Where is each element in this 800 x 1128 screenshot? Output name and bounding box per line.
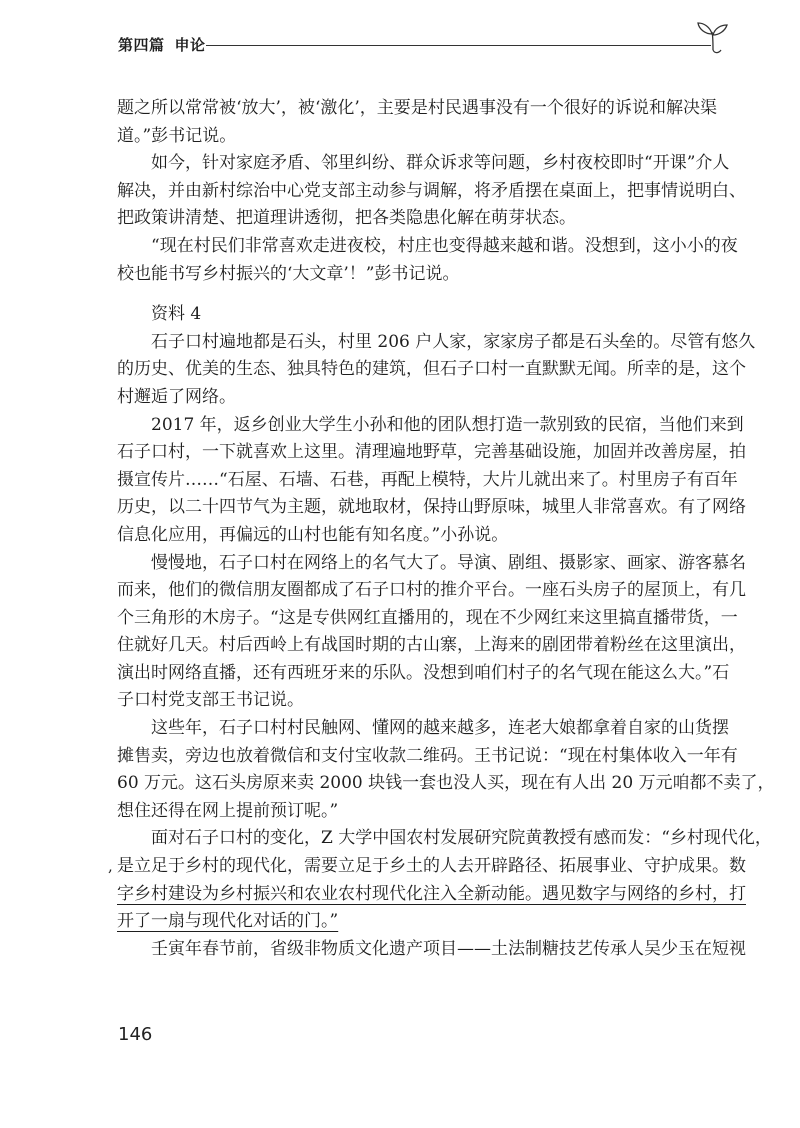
text-line: 的历史、优美的生态、独具特色的建筑，但石子口村一直默默无闻。所幸的是，这个 [117,359,746,380]
header-title [118,34,206,55]
text-line: 摊售卖，旁边也放着微信和支付宝收款二维码。王书记说：“现在村集体收入一年有 [117,745,738,766]
text-line: “现在村民们非常喜欢走进夜校，村庄也变得越来越和谐。没想到，这小小的夜 [151,235,738,256]
text-line: 石子口村，一下就喜欢上这里。清理遍地野草，完善基础设施，加固并改善房屋，拍 [117,442,746,463]
text-line: 60 万元。这石头房原来卖 2000 块钱一套也没人买，现在有人出 20 万元咱都不卖了， [117,773,775,794]
underlined-text-line: 字乡村建设为乡村振兴和农业农村现代化注入全新动能。遇见数字与网络的乡村，打 [117,883,746,904]
running-header [118,30,718,60]
text-line: 道。”彭书记说。 [117,125,237,146]
text-line: 这些年，石子口村村民触网、懂网的越来越多，连老大娘都拿着自家的山货摆 [151,718,729,739]
text-line: 住就好几天。村后西岭上有战国时期的古山寨，上海来的剧团带着粉丝在这里演出， [117,635,746,656]
underlined-text-line: 开了一扇与现代化对话的门。” [117,911,339,932]
text-line: 如今，针对家庭矛盾、邻里纠纷、群众诉求等问题，乡村夜校即时“开课”介人 [151,153,730,174]
text-line: 个三角形的木房子。“这是专供网红直播用的，现在不少网红来这里搞直播带货，一 [117,607,738,628]
text-line: 慢慢地，石子口村在网络上的名气大了。导演、剧组、摄影家、画家、游客慕名 [151,552,746,573]
section-label: 资料 4 [151,304,202,325]
text-line: 壬寅年春节前，省级非物质文化遗产项目——土法制糖技艺传承人吴少玉在短视 [151,938,746,959]
text-line: 演出时网络直播，还有西班牙来的乐队。没想到咱们村子的名气现在能这么大。”石 [117,662,730,683]
text-line: 历史，以二十四节气为主题，就地取材，保持山野原味，城里人非常喜欢。有了网络 [117,497,746,518]
header-part: 第四篇 [118,36,165,54]
sprout-leaf-icon [693,20,733,54]
text-line: 摄宣传片……“石屋、石墙、石巷，再配上模特，大片儿就出来了。村里房子有百年 [117,469,738,490]
text-line: 想住还得在网上提前预订呢。” [117,800,339,821]
text-line: 子口村党支部王书记说。 [117,690,304,711]
text-line: 2017 年，返乡创业大学生小孙和他的团队想打造一款别致的民宿，当他们来到 [151,414,744,435]
page-number: 146 [118,1024,153,1045]
text-line: 面对石子口村的变化，Z 大学中国农村发展研究院黄教授有感而发：“乡村现代化， [151,828,772,849]
text-line: 题之所以常常被‘放大’，被‘激化’，主要是村民遇事没有一个很好的诉说和解决渠 [117,98,717,118]
text-line: 解决，并由新村综治中心党支部主动参与调解，将矛盾摆在桌面上，把事情说明白、 [117,180,746,201]
text-line-content: 是立足于乡村的现代化，需要立足于乡土的人去开辟路径、拓展事业、守护成果。数 [117,856,746,877]
text-line: 村邂逅了网络。 [117,386,236,407]
text-line: 而来，他们的微信朋友圈都成了石子口村的推介平台。一座石头房子的屋顶上，有几 [117,580,746,601]
text-line [108,853,746,881]
text-line: 信息化应用，再偏远的山村也能有知名度。”小孙说。 [117,524,509,545]
body-text [108,95,775,963]
header-rule [206,45,711,46]
margin-mark: , [108,857,113,876]
header-section: 申论 [174,36,206,54]
text-line: 校也能书写乡村振兴的‘大文章’！”彭书记说。 [117,263,460,284]
text-line: 石子口村遍地都是石头，村里 206 户人家，家家房子都是石头垒的。尽管有悠久 [151,331,756,352]
text-line: 把政策讲清楚、把道理讲透彻，把各类隐患化解在萌芽状态。 [117,208,576,229]
